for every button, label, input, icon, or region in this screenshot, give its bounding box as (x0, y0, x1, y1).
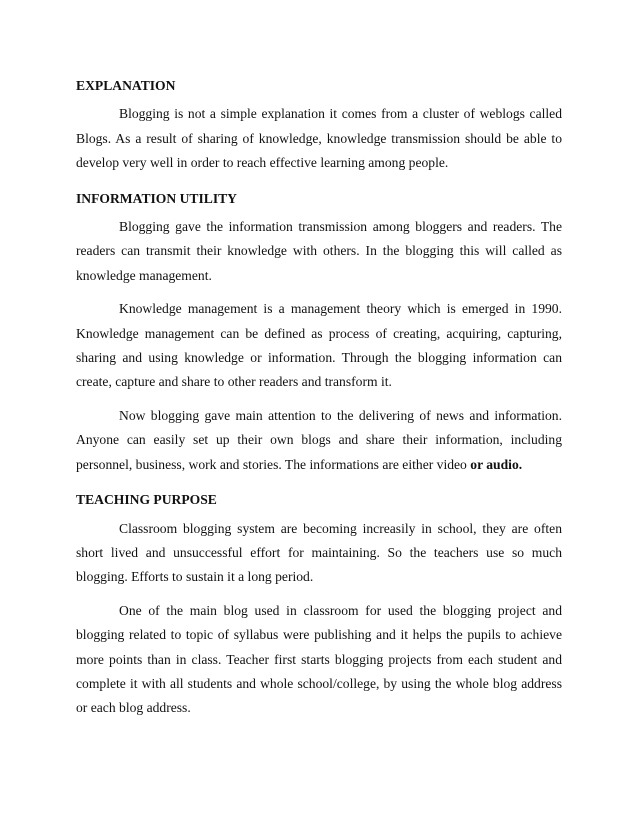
paragraph: Classroom blogging system are becoming increasily in school, they are often short lived and unsuccessful effort for maintaining. So the teachers use so much blogging. Efforts to sustain it a long period. (76, 520, 562, 585)
paragraph-text: Now blogging gave main attention to the delivering of news and information. Anyone can easily set up their own blogs and share their information, including personnel, business, work and stories. The informations are either video (76, 407, 562, 472)
paragraph (76, 404, 562, 477)
paragraph: One of the main blog used in classroom for used the blogging project and blogging related to topic of syllabus were publishing and it helps the pupils to achieve more points than in class. Teacher first starts blogging projects from each student and complete it with all students and whole school/college, by using the whole blog address or each blog address. (76, 602, 562, 716)
document-body (76, 74, 562, 730)
section-heading-explanation: EXPLANATION (76, 78, 176, 93)
paragraph: Blogging is not a simple explanation it comes from a cluster of weblogs called Blogs. As a result of sharing of knowledge, knowledge transmission should be able to develop very well in order to reach effective learning among people. (76, 106, 562, 171)
section-heading-teaching-purpose: TEACHING PURPOSE (76, 492, 217, 508)
section-heading-information-utility: INFORMATION UTILITY (76, 190, 238, 206)
paragraph-bold-text: or audio. (470, 456, 523, 472)
paragraph: Knowledge management is a management theory which is emerged in 1990. Knowledge management can be defined as process of creating, acquiring, capturing, sharing and using knowledge or information. Through the blogging information can create, capture and share to other readers and transform it. (76, 301, 562, 390)
paragraph: Blogging gave the information transmission among bloggers and readers. The readers can transmit their knowledge with others. In the blogging this will called as knowledge management. (76, 219, 562, 283)
